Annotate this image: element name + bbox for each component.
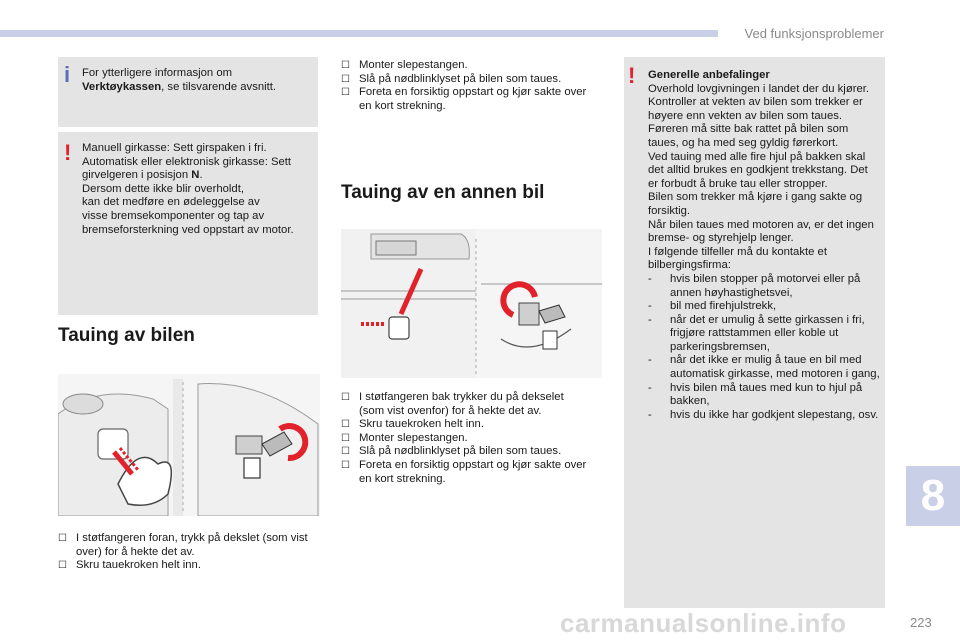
warning-line: visse bremsekomponenter og tap av (82, 209, 265, 222)
info-text-rest: , se tilsvarende avsnitt. (161, 80, 277, 93)
recommendation-item-text: når det er umulig å sette girkassen i fri, frigjøre rattstammen eller koble ut parkeringsbremsen, (670, 313, 865, 353)
recommendation-paragraph: Overhold lovgivningen i landet der du kjører. (648, 82, 870, 95)
warning-line: . (199, 169, 203, 182)
recommendation-item: - når det er umulig å sette girkassen i fri, frigjøre rattstammen eller koble ut parkeringsbremsen, (648, 313, 865, 353)
col2-top-steps (341, 59, 591, 113)
warning-line: bremseforsterkning ved oppstart av motor. (82, 223, 294, 236)
recommendation-item: - bil med firehjulstrekk, (648, 300, 777, 313)
rear-tow-hook-illustration (341, 229, 602, 378)
watermark: carmanualsonline.info (560, 608, 847, 638)
info-text-line: For ytterligere informasjon om (82, 67, 233, 79)
front-tow-hook-illustration (58, 374, 320, 516)
step-item: ☐ Skru tauekroken helt inn. (341, 418, 591, 432)
chapter-number-tab: 8 (906, 466, 960, 526)
warning-line: kan det medføre en ødeleggelse av (82, 196, 260, 209)
recommendations-title: Generelle anbefalinger (648, 69, 770, 81)
info-text-bold: Verktøykassen (82, 80, 162, 93)
recommendation-item: - når det ikke er mulig å taue en bil med automatisk girkasse, med motoren i gang, (648, 354, 880, 381)
warning-line: Dersom dette ikke blir overholdt, (82, 182, 244, 195)
section2-steps (341, 391, 591, 486)
header-bar (0, 30, 718, 37)
recommendation-paragraph: Føreren må sitte bak rattet på bilen som taues, og ha med seg gyldig førerkort. (648, 123, 849, 149)
info-text (82, 67, 312, 94)
step-item: ☐ Skru tauekroken helt inn. (58, 559, 320, 573)
recommendation-item-text: bil med firehjulstrekk, (670, 300, 777, 313)
recommendation-paragraph: Kontroller at vekten av bilen som trekker er høyere enn vekten av bilen som taues. (648, 96, 863, 122)
warning-line: Automatisk eller elektronisk girkasse: Sett (82, 155, 292, 168)
recommendation-item-text: hvis bilen stopper på motorvei eller på annen høyhastighetsvei, (670, 272, 861, 299)
warning-line: Manuell girkasse: Sett girspaken i fri. (82, 142, 267, 154)
step-item: ☐ Monter slepestangen. (341, 59, 591, 73)
info-icon: i (64, 62, 71, 87)
step-item: ☐ Foreta en forsiktig oppstart og kjør sakte over en kort strekning. (341, 86, 591, 113)
section-title-tauing-av-en-annen-bil: Tauing av en annen bil (341, 182, 545, 203)
step-item: ☐ Foreta en forsiktig oppstart og kjør sakte over en kort strekning. (341, 459, 591, 486)
info-box (58, 57, 318, 127)
warning-box (58, 132, 318, 315)
step-item: ☐ Slå på nødblinklyset på bilen som taues. (341, 73, 591, 87)
section-title-tauing-av-bilen: Tauing av bilen (58, 325, 195, 346)
step-item: ☐ I støtfangeren bak trykker du på dekselet (som vist ovenfor) for å hekte det av. (341, 391, 591, 418)
recommendation-item: - hvis bilen må taues med kun to hjul på bakken, (648, 381, 863, 408)
recommendation-item: - hvis du ikke har godkjent slepestang, osv. (648, 408, 879, 421)
recommendation-paragraph: Når bilen taues med motoren av, er det ingen bremse- og styrehjelp lenger. (648, 218, 874, 245)
recommendation-paragraph: I følgende tilfeller må du kontakte et bilbergingsfirma: (648, 245, 827, 272)
recommendation-item-text: når det ikke er mulig å taue en bil med automatisk girkasse, med motoren i gang, (670, 354, 880, 381)
warning-line: girvelgeren i posisjon (82, 169, 192, 182)
section1-steps (58, 532, 320, 573)
warning-text (82, 142, 314, 237)
recommendations-text (648, 69, 880, 422)
warning-gear-n: N (191, 169, 200, 182)
recommendation-item: - hvis bilen stopper på motorvei eller på annen høyhastighetsvei, (648, 272, 861, 299)
step-item: ☐ I støtfangeren foran, trykk på dekslet (som vist over) for å hekte det av. (58, 532, 320, 559)
recommendation-item-text: hvis bilen må taues med kun to hjul på bakken, (670, 381, 863, 408)
step-item: ☐ Slå på nødblinklyset på bilen som taues. (341, 445, 591, 459)
warning-icon: ! (64, 140, 72, 165)
recommendations-box (624, 57, 885, 608)
section-title: Ved funksjonsproblemer (744, 26, 884, 41)
recommendation-paragraph: Bilen som trekker må kjøre i gang sakte og forsiktig. (648, 191, 863, 217)
recommendation-paragraph: Ved tauing med alle fire hjul på bakken skal det alltid brukes en godkjent trekkstang. Det er forbudt å bruke tau eller stropper. (648, 150, 868, 190)
recommendation-item-text: hvis du ikke har godkjent slepestang, osv. (670, 408, 879, 421)
step-item: ☐ Monter slepestangen. (341, 432, 591, 446)
warning-icon: ! (628, 63, 636, 88)
page-number: 223 (910, 615, 932, 630)
